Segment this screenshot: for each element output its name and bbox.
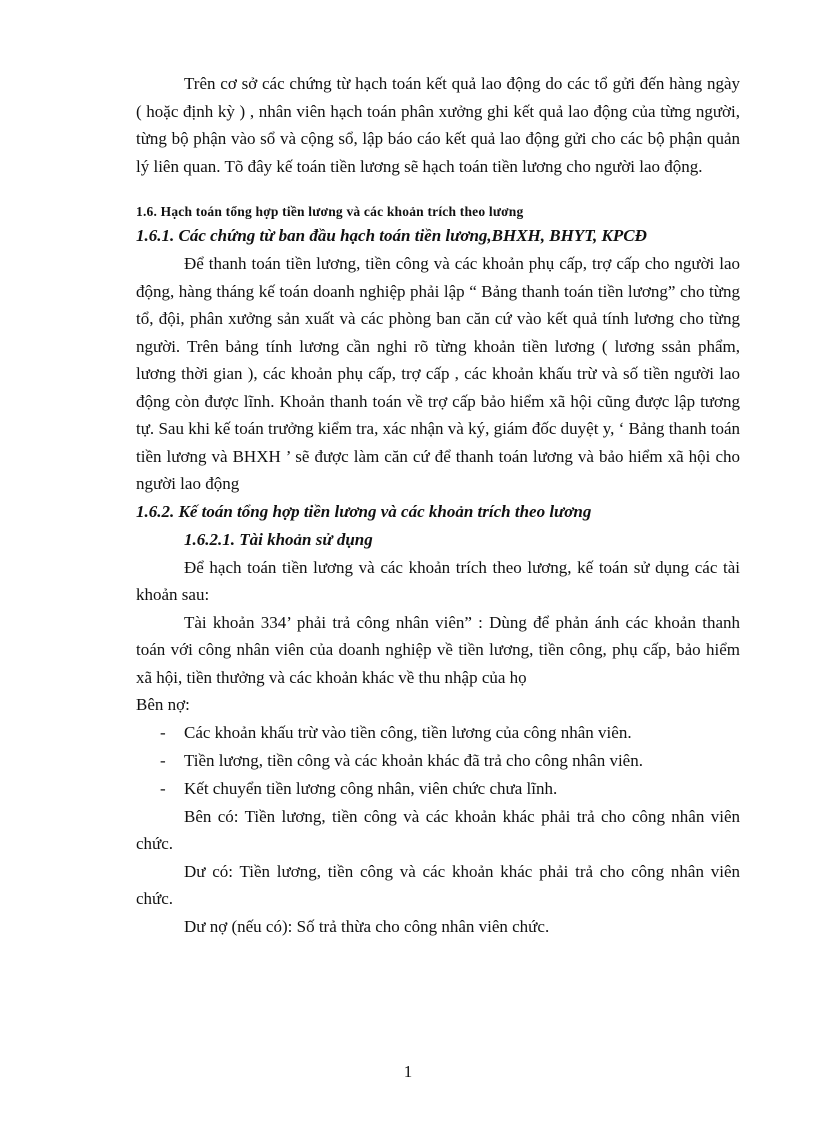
- list-item: - Các khoản khấu trừ vào tiền công, tiền lương của công nhân viên.: [136, 719, 740, 747]
- section-heading-1-6: 1.6. Hạch toán tổng hợp tiền lương và các khoản trích theo lương: [136, 204, 524, 219]
- bullet-dash: -: [160, 778, 166, 798]
- list-item: - Tiền lương, tiền công và các khoản khác đã trả cho công nhân viên.: [136, 747, 740, 775]
- page-number: 1: [403, 1062, 413, 1081]
- bullet-dash: -: [160, 722, 166, 742]
- paragraph-accounts: Để hạch toán tiền lương và các khoản trích theo lương, kế toán sử dụng các tài khoản sau:: [136, 557, 740, 604]
- section-heading-1-6-2-1: 1.6.2.1. Tài khoản sử dụng: [184, 529, 373, 549]
- paragraph-du-no: Dư nợ (nếu có): Số trả thừa cho công nhân viên chức.: [184, 916, 550, 936]
- paragraph-ben-co: Bên có: Tiền lương, tiền công và các khoản khác phải trả cho công nhân viên chức.: [136, 806, 740, 853]
- paragraph-account-334: Tài khoản 334’ phải trả công nhân viên” : Dùng để phản ánh các khoản thanh toán với công nhân viên của doanh nghiệp về tiền lương, tiền công, phụ cấp, bảo hiểm xã hội, tiền thưởng và các khoản khác về thu nhập của họ: [136, 612, 740, 687]
- ben-no-list: [136, 719, 740, 803]
- bullet-dash: -: [160, 750, 166, 770]
- paragraph-du-co: Dư có: Tiền lương, tiền công và các khoản khác phải trả cho công nhân viên chức.: [136, 861, 740, 908]
- ben-no-label: Bên nợ:: [136, 695, 190, 714]
- paragraph-1-6-1: Để thanh toán tiền lương, tiền công và các khoản phụ cấp, trợ cấp cho người lao động, hàng tháng kế toán doanh nghiệp phải lập “ Bảng thanh toán tiền lương” cho từng tổ, đội, phân xưởng sản xuất và các phòng ban căn cứ vào kết quả tính lương cho từng người. Trên bảng tính lương cần nghi rõ từng khoản tiền lương ( lương ssản phẩm, lương thời gian ), các khoản phụ cấp, trợ cấp , các khoản khấu trừ và số tiền người lao động còn được lĩnh. Khoản thanh toán về trợ cấp bảo hiểm xã hội cũng được lập tương tự. Sau khi kế toán trưởng kiểm tra, xác nhận và ký, giám đốc duyệt y, ‘ Bảng thanh toán tiền lương và BHXH ’ sẽ được làm căn cứ để thanh toán lương và bảo hiểm xã hội cho người lao động: [136, 254, 740, 493]
- section-heading-1-6-2: 1.6.2. Kế toán tổng hợp tiền lương và các khoản trích theo lương: [136, 501, 592, 521]
- list-item: - Kết chuyển tiền lương công nhân, viên chức chưa lĩnh.: [136, 775, 740, 803]
- section-heading-1-6-1: 1.6.1. Các chứng từ ban đầu hạch toán tiền lương,BHXH, BHYT, KPCĐ: [136, 226, 647, 245]
- paragraph-intro: Trên cơ sở các chứng từ hạch toán kết quả lao động do các tổ gửi đến hàng ngày ( hoặc định kỳ ) , nhân viên hạch toán phân xưởng ghi kết quả lao động của từng người, từng bộ phận vào sổ và cộng sổ, lập báo cáo kết quả lao động gửi cho các bộ phận quản lý liên quan. Tõ đây kế toán tiền lương sẽ hạch toán tiền lương cho người lao động.: [136, 74, 740, 176]
- document-body: [136, 70, 740, 940]
